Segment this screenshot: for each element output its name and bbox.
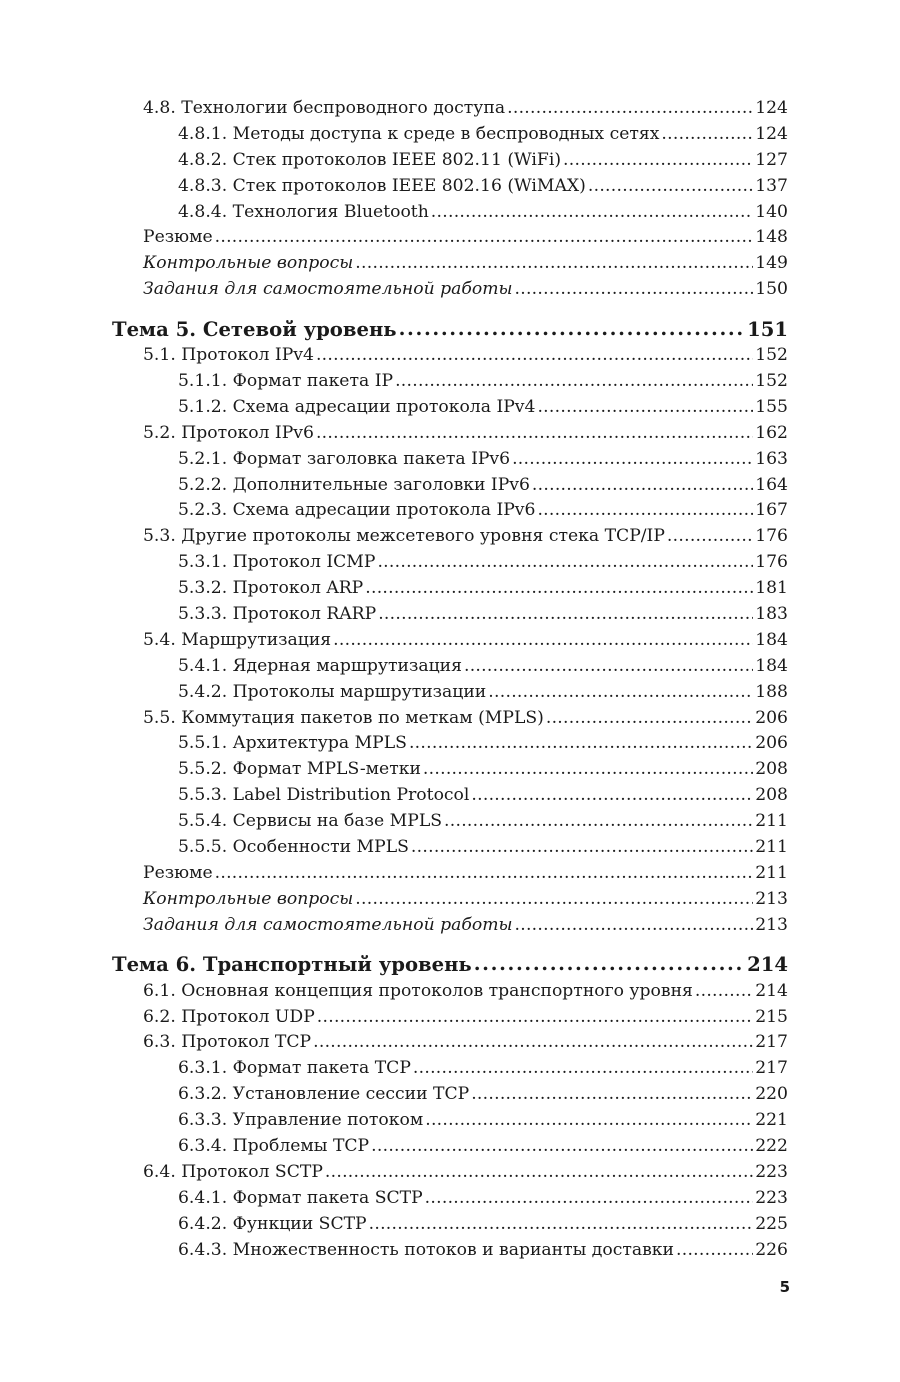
toc-entry [112,837,788,863]
dot-leader [676,1240,753,1260]
toc-entry [112,759,788,785]
toc-entry-page: 124 [755,98,788,118]
table-of-contents [112,98,788,1265]
toc-entry-title: 6.3.4. Проблемы TCP [178,1135,370,1156]
toc-entry-page: 213 [755,888,788,909]
toc-entry-title: 5.3.2. Протокол ARP [178,578,364,599]
toc-entry [112,1188,788,1214]
dot-leader [425,1110,753,1130]
toc-entry-page: 206 [755,707,788,728]
toc-entry [112,889,788,915]
toc-entry [112,1162,788,1188]
toc-entry-title: 5.3.3. Протокол RARP [178,604,377,625]
toc-entry-page: 148 [755,227,788,248]
toc-entry-title: 4.8.4. Технология Bluetooth [178,201,429,222]
dot-leader [316,423,753,443]
toc-entry [112,708,788,734]
toc-entry [112,656,788,682]
toc-entry-title: 6.4.1. Формат пакета SCTP [178,1187,423,1208]
toc-entry-page: 124 [755,123,788,144]
toc-entry [112,1110,788,1136]
dot-leader [515,915,754,935]
toc-entry-title: 6.2. Протокол UDP [143,1006,315,1027]
toc-entry-title: Задания для самостоятельной работы [143,914,513,935]
dot-leader [488,682,753,702]
toc-entry [112,1084,788,1110]
toc-entry-title: 6.4.3. Множественность потоков и варианты доставки [178,1239,674,1260]
toc-entry [112,1058,788,1084]
toc-entry-page: 176 [755,526,788,547]
toc-entry-title: 5.2.1. Формат заголовка пакета IPv6 [178,448,511,469]
toc-entry-title: Контрольные вопросы [143,253,354,274]
toc-entry-page: 221 [755,1110,788,1131]
toc-entry-title: 5.5.2. Формат MPLS-метки [178,759,421,780]
dot-leader [215,227,754,247]
toc-entry [112,604,788,630]
toc-entry [112,578,788,604]
toc-entry [112,1240,788,1266]
toc-entry [112,1032,788,1058]
toc-entry-page: 222 [755,1135,788,1156]
dot-leader [409,733,753,753]
toc-entry-page: 214 [755,980,788,1001]
toc-entry-title: Тема 6. Транспортный уровень [112,953,472,977]
toc-entry-page: 149 [755,253,788,274]
toc-entry [112,202,788,228]
toc-entry-page: 213 [755,914,788,935]
toc-entry-page: 206 [755,733,788,754]
toc-entry-page: 167 [755,500,788,521]
dot-leader [316,345,753,365]
dot-leader [371,1136,753,1156]
toc-entry-title: 5.2.3. Схема адресации протокола IPv6 [178,500,536,521]
dot-leader [355,889,753,909]
toc-entry-page: 223 [755,1161,788,1182]
toc-entry-title: 5.5.1. Архитектура MPLS [178,733,407,754]
toc-entry [112,279,788,305]
dot-leader [399,317,745,340]
dot-leader [425,1188,754,1208]
dot-leader [546,708,753,728]
toc-entry-page: 188 [755,681,788,702]
toc-chapter-entry [112,947,788,981]
toc-entry [112,1214,788,1240]
toc-entry-page: 152 [755,371,788,392]
toc-entry-page: 225 [755,1213,788,1234]
dot-leader [365,578,753,598]
toc-entry-title: 5.4.2. Протоколы маршрутизации [178,681,487,702]
toc-entry-title: 5.1.2. Схема адресации протокола IPv4 [178,396,536,417]
toc-entry-title: 5.4. Маршрутизация [143,629,332,650]
toc-entry-title: Резюме [143,227,213,248]
toc-entry-page: 184 [755,655,788,676]
toc-entry-page: 211 [755,811,788,832]
toc-entry [112,552,788,578]
toc-entry [112,863,788,889]
toc-entry-title: 5.3.1. Протокол ICMP [178,552,376,573]
dot-leader [512,449,753,469]
dot-leader [537,500,753,520]
toc-entry [112,526,788,552]
toc-entry [112,785,788,811]
toc-entry [112,630,788,656]
dot-leader [444,811,753,831]
dot-leader [537,397,753,417]
toc-entry-title: 6.3.2. Установление сессии TCP [178,1084,470,1105]
dot-leader [431,202,753,222]
toc-entry-title: 6.3.1. Формат пакета TCP [178,1058,411,1079]
dot-leader [378,604,753,624]
toc-entry-page: 176 [755,552,788,573]
toc-entry-page: 208 [755,785,788,806]
toc-entry [112,475,788,501]
toc-entry-page: 226 [755,1239,788,1260]
toc-entry-page: 217 [755,1032,788,1053]
toc-entry-page: 223 [755,1187,788,1208]
dot-leader [325,1162,753,1182]
dot-leader [377,552,753,572]
toc-entry [112,423,788,449]
toc-entry-title: 5.3. Другие протоколы межсетевого уровня стека TCP/IP [143,526,665,547]
dot-leader [471,1084,753,1104]
toc-entry-title: 5.1.1. Формат пакета IP [178,371,394,392]
toc-entry [112,682,788,708]
dot-leader [423,759,753,779]
dot-leader [667,526,753,546]
dot-leader [471,785,753,805]
dot-leader [661,124,753,144]
toc-entry-title: 5.5.3. Label Distribution Protocol [178,785,470,806]
page-number: 5 [779,1278,790,1296]
dot-leader [355,253,753,273]
toc-entry [112,449,788,475]
toc-entry-title: 5.1. Протокол IPv4 [143,345,314,366]
toc-entry [112,915,788,941]
toc-entry-title: 5.5. Коммутация пакетов по меткам (MPLS) [143,707,544,728]
toc-entry [112,397,788,423]
dot-leader [333,630,753,650]
toc-entry-page: 155 [755,396,788,417]
toc-entry [112,150,788,176]
toc-entry-page: 163 [755,448,788,469]
toc-entry [112,345,788,371]
toc-entry-page: 152 [755,345,788,366]
toc-entry-page: 183 [755,604,788,625]
toc-entry-page: 150 [755,279,788,300]
toc-entry-page: 151 [747,317,788,341]
toc-entry [112,1007,788,1033]
toc-entry-page: 211 [755,862,788,883]
dot-leader [507,98,753,118]
toc-entry [112,1136,788,1162]
toc-entry-page: 217 [755,1058,788,1079]
toc-entry-page: 184 [755,629,788,650]
toc-entry [112,733,788,759]
toc-entry-title: 4.8.2. Стек протоколов IEEE 802.11 (WiFi) [178,149,562,170]
toc-entry-title: 6.1. Основная концепция протоколов транспортного уровня [143,980,693,1001]
toc-entry-title: 4.8. Технологии беспроводного доступа [143,98,506,118]
dot-leader [369,1214,754,1234]
toc-entry-title: Тема 5. Сетевой уровень [112,317,397,341]
dot-leader [532,475,753,495]
toc-entry-page: 211 [755,837,788,858]
toc-entry-title: 6.4.2. Функции SCTP [178,1213,367,1234]
toc-entry-page: 140 [755,201,788,222]
toc-entry-page: 127 [755,149,788,170]
toc-entry-title: Задания для самостоятельной работы [143,279,513,300]
toc-entry-title: 4.8.3. Стек протоколов IEEE 802.16 (WiMAX) [178,175,586,196]
toc-entry [112,371,788,397]
toc-entry-title: 5.4.1. Ядерная маршрутизация [178,655,462,676]
toc-entry [112,176,788,202]
toc-entry-title: 6.3.3. Управление потоком [178,1110,424,1131]
dot-leader [515,279,754,299]
toc-entry-title: 5.5.4. Сервисы на базе MPLS [178,811,443,832]
toc-entry-page: 215 [755,1006,788,1027]
dot-leader [395,371,753,391]
toc-entry [112,253,788,279]
toc-entry-page: 181 [755,578,788,599]
toc-entry-page: 137 [755,175,788,196]
dot-leader [413,1058,753,1078]
dot-leader [215,863,754,883]
toc-entry-page: 208 [755,759,788,780]
dot-leader [411,837,753,857]
toc-entry [112,981,788,1007]
dot-leader [695,981,753,1001]
toc-entry [112,227,788,253]
dot-leader [317,1007,753,1027]
toc-entry-title: Контрольные вопросы [143,888,354,909]
dot-leader [474,952,745,975]
toc-entry-page: 220 [755,1084,788,1105]
toc-entry [112,500,788,526]
dot-leader [588,176,753,196]
toc-entry-title: Резюме [143,862,213,883]
toc-chapter-entry [112,311,788,345]
toc-entry-title: 4.8.1. Методы доступа к среде в беспроводных сетях [178,123,660,144]
toc-entry-title: 5.2.2. Дополнительные заголовки IPv6 [178,474,530,495]
toc-entry-title: 6.4. Протокол SCTP [143,1161,323,1182]
toc-entry-page: 214 [747,953,788,977]
toc-entry-page: 162 [755,422,788,443]
toc-entry-title: 6.3. Протокол TCP [143,1032,312,1053]
toc-entry-title: 5.5.5. Особенности MPLS [178,837,409,858]
toc-entry [112,98,788,124]
dot-leader [313,1032,753,1052]
toc-entry-title: 5.2. Протокол IPv6 [143,422,314,443]
dot-leader [563,150,753,170]
toc-entry [112,124,788,150]
toc-entry-page: 164 [755,474,788,495]
dot-leader [464,656,753,676]
toc-entry [112,811,788,837]
